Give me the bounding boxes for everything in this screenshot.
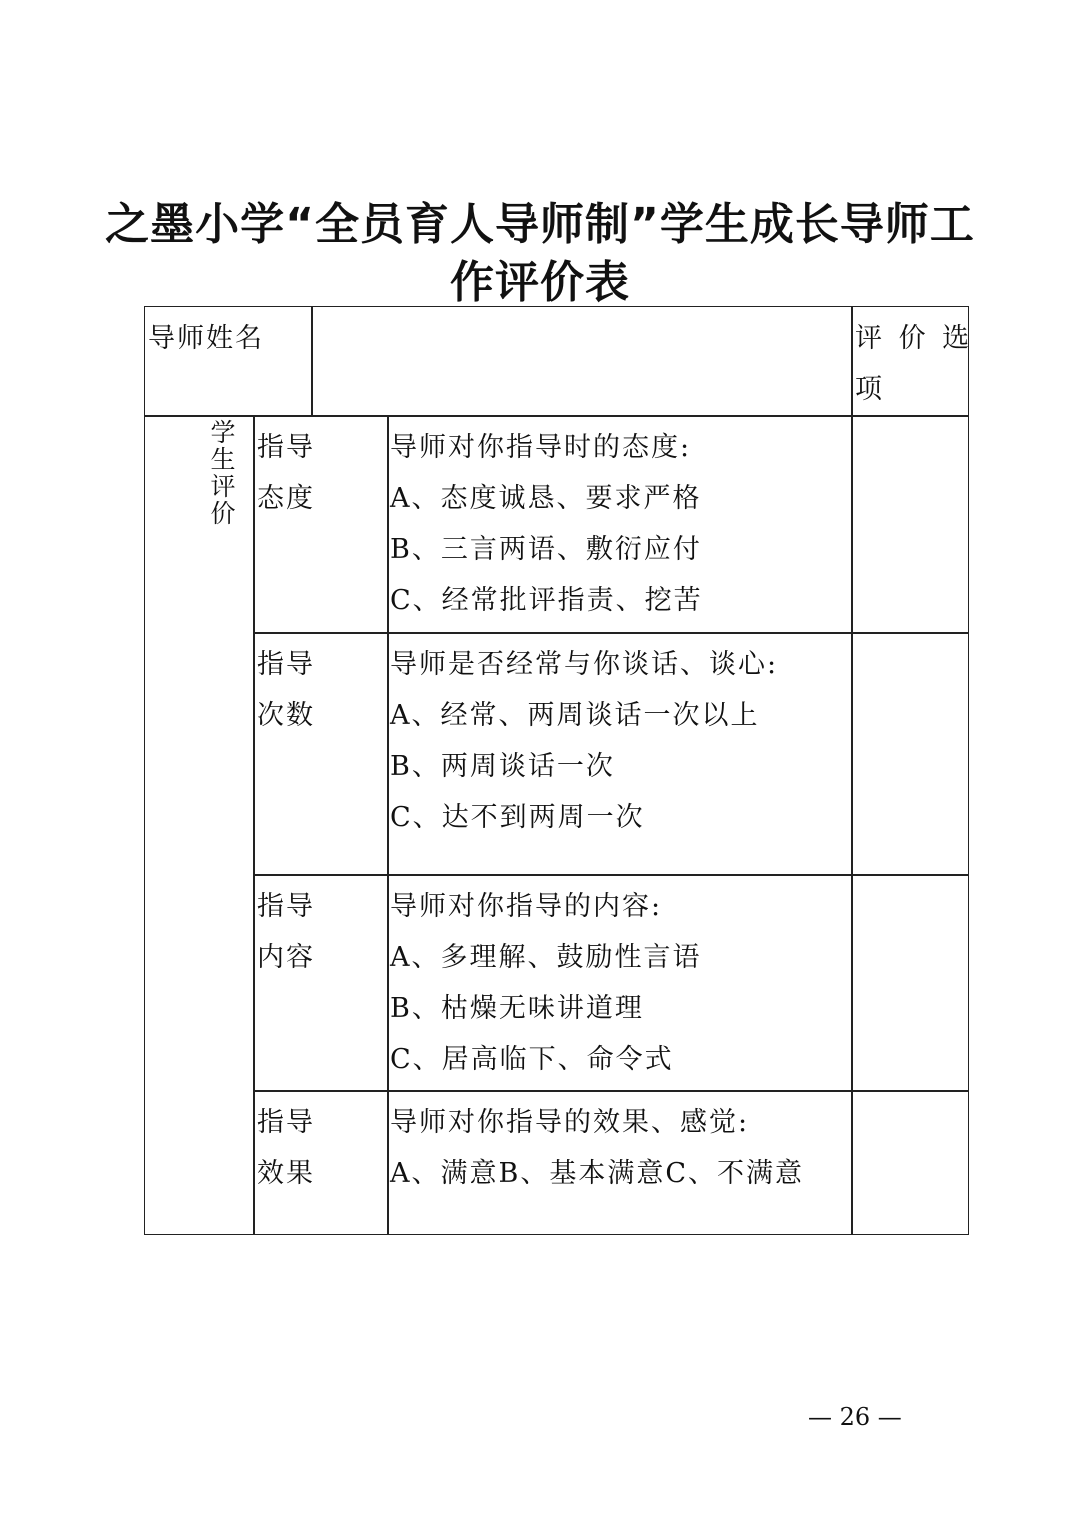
section-label-student-evaluation: 学 生 评 价 <box>210 418 236 528</box>
question-attitude <box>390 422 703 626</box>
answer-cell-content[interactable] <box>853 876 967 1089</box>
category-effect: 指导 效果 <box>257 1107 315 1189</box>
question-content <box>390 881 702 1085</box>
question-effect <box>390 1097 804 1199</box>
divider-section-col <box>253 415 255 1235</box>
category-content: 指导 内容 <box>257 891 315 973</box>
category-attitude: 指导 态度 <box>257 432 315 514</box>
page-number: — 26 — <box>808 1403 902 1431</box>
option-c: C、经常批评指责、挖苦 <box>390 585 703 616</box>
question-text: 导师对你指导时的态度: <box>390 432 692 463</box>
document-title-line1: 之墨小学“全员育人导师制”学生成长导师工 <box>105 199 975 250</box>
option-a: A、满意B、基本满意C、不满意 <box>390 1158 804 1189</box>
question-text: 导师是否经常与你谈话、谈心: <box>390 649 779 680</box>
option-b: B、枯燥无味讲道理 <box>390 993 644 1024</box>
option-a: A、多理解、鼓励性言语 <box>390 942 702 973</box>
divider-category-col <box>387 415 389 1235</box>
question-text: 导师对你指导的效果、感觉: <box>390 1107 750 1138</box>
divider-name-col <box>311 306 313 416</box>
answer-cell-attitude[interactable] <box>853 417 967 631</box>
option-b: B、三言两语、敷衍应付 <box>390 534 702 565</box>
divider-header <box>144 415 969 417</box>
answer-cell-frequency[interactable] <box>853 634 967 873</box>
option-a: A、态度诚恳、要求严格 <box>390 483 702 514</box>
category-frequency: 指导 次数 <box>257 649 315 731</box>
option-b: B、两周谈话一次 <box>390 751 615 782</box>
option-header-line2: 项 <box>855 374 884 405</box>
option-a: A、经常、两周谈话一次以上 <box>390 700 760 731</box>
tutor-name-label: 导师姓名 <box>148 323 264 354</box>
answer-cell-effect[interactable] <box>853 1092 967 1233</box>
question-text: 导师对你指导的内容: <box>390 891 663 922</box>
option-c: C、达不到两周一次 <box>390 802 645 833</box>
option-header-line1: 评 价 选 <box>855 323 974 354</box>
question-frequency <box>390 639 778 843</box>
option-c: C、居高临下、命令式 <box>390 1044 674 1075</box>
document-title-line2: 作评价表 <box>450 257 630 308</box>
